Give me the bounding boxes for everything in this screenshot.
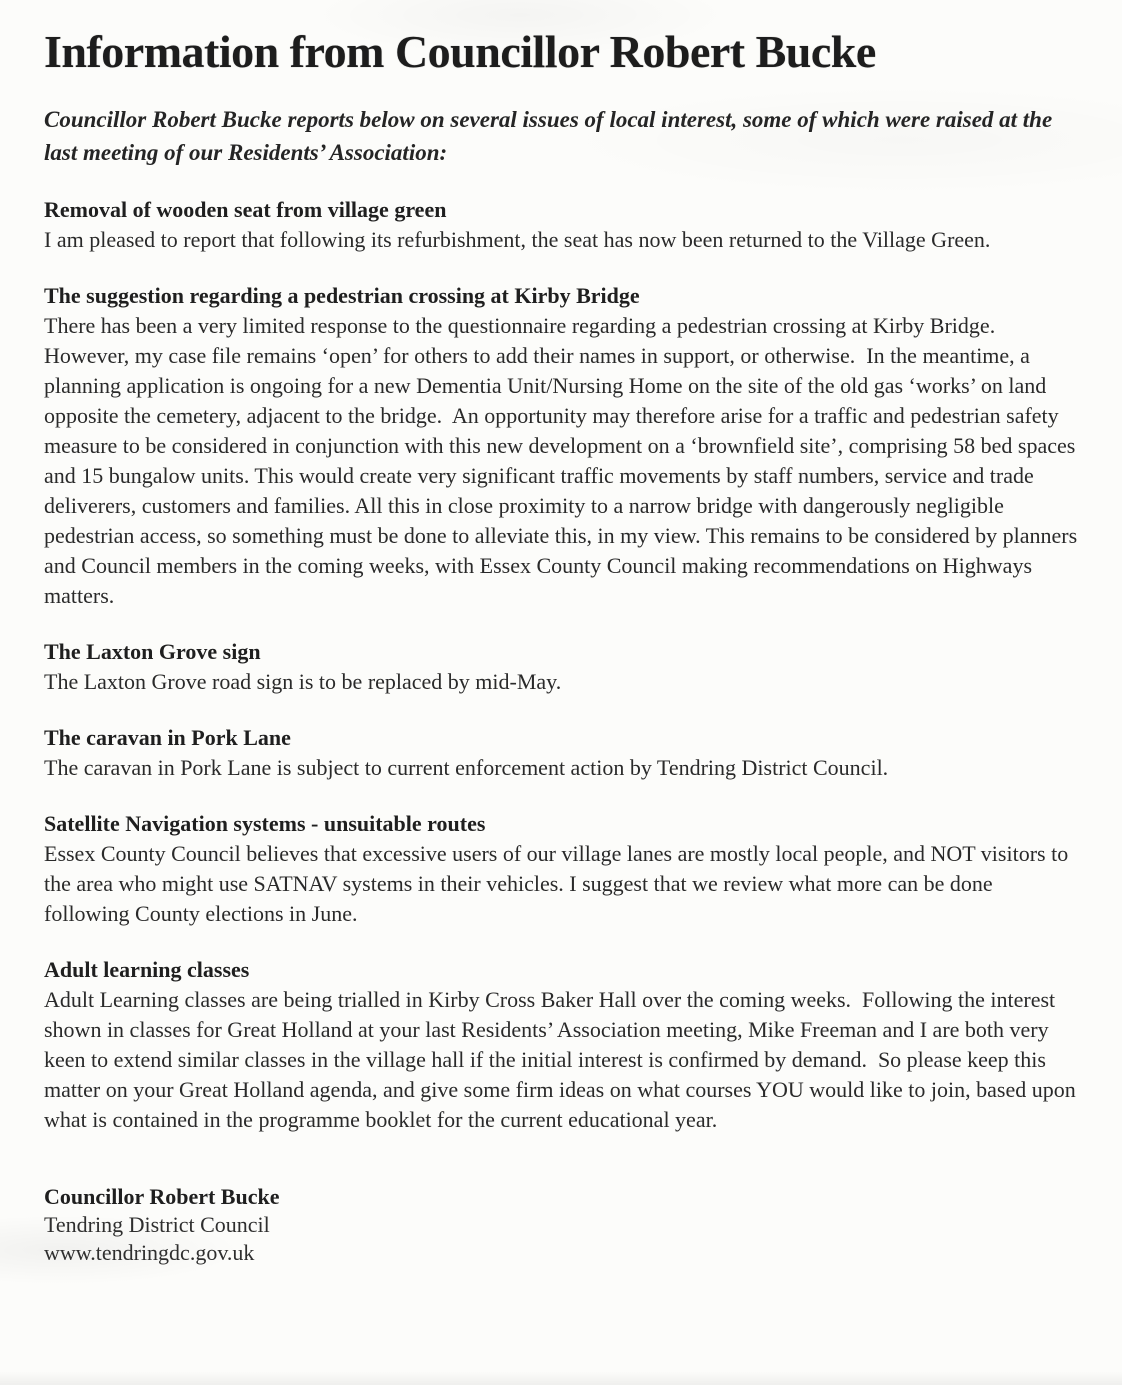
section-caravan-pork-lane — [44, 723, 1082, 783]
signature-website: www.tendringdc.gov.uk — [44, 1239, 255, 1265]
section-satellite-navigation — [44, 809, 1082, 929]
signature-block — [44, 1183, 1082, 1267]
section-laxton-grove-sign — [44, 637, 1082, 697]
page-title: Information from Councillor Robert Bucke — [44, 26, 876, 77]
section-body: Adult Learning classes are being trialled in Kirby Cross Baker Hall over the coming weeks. Following the interest shown in classes for Great Holland at your last Residents’ Association meeting, Mike Freeman and I are both very keen to extend similar classes in the village hall if the initial interest is confirmed by demand. So please keep this matter on your Great Holland agenda, and give some firm ideas on what courses YOU would like to join, based upon what is contained in the programme booklet for the current educational year. — [44, 986, 1082, 1132]
signature-org: Tendring District Council — [44, 1211, 270, 1237]
section-body: The caravan in Pork Lane is subject to current enforcement action by Tendring District Council. — [44, 754, 889, 780]
section-body: I am pleased to report that following its refurbishment, the seat has now been returned to the Village Green. — [44, 226, 991, 252]
section-body: Essex County Council believes that excessive users of our village lanes are mostly local people, and NOT visitors to the area who might use SATNAV systems in their vehicles. I suggest that we review what more can be done following County elections in June. — [44, 840, 1074, 926]
section-heading: Satellite Navigation systems - unsuitable routes — [44, 810, 486, 836]
section-heading: The suggestion regarding a pedestrian crossing at Kirby Bridge — [44, 282, 640, 308]
section-body: The Laxton Grove road sign is to be replaced by mid-May. — [44, 668, 562, 694]
section-heading: Adult learning classes — [44, 956, 250, 982]
section-adult-learning-classes — [44, 955, 1082, 1135]
section-heading: Removal of wooden seat from village green — [44, 196, 447, 222]
section-heading: The caravan in Pork Lane — [44, 724, 291, 750]
intro-paragraph: Councillor Robert Bucke reports below on several issues of local interest, some of which were raised at the last meeting of our Residents’ Association: — [44, 106, 1053, 165]
section-heading: The Laxton Grove sign — [44, 638, 261, 664]
signature-name: Councillor Robert Bucke — [44, 1183, 280, 1209]
section-body: There has been a very limited response to the questionnaire regarding a pedestrian crossing at Kirby Bridge. However, my case file remains ‘open’ for others to add their names in support, or otherwise. In the meantime, a planning application is ongoing for a new Dementia Unit/Nursing Home on the site of the old gas ‘works’ on land opposite the cemetery, adjacent to the bridge. An opportunity may therefore arise for a traffic and pedestrian safety measure to be considered in conjunction with this new development on a ‘brownfield site’, comprising 58 bed spaces and 15 bungalow units. This would create very significant traffic movements by staff numbers, service and trade deliverers, customers and families. All this in close proximity to a narrow bridge with dangerously negligible pedestrian access, so something must be done to alleviate this, in my view. This remains to be considered by planners and Council members in the coming weeks, with Essex County Council making recommendations on Highways matters. — [44, 312, 1083, 608]
section-pedestrian-crossing-kirby-bridge — [44, 281, 1082, 611]
section-removal-of-wooden-seat — [44, 195, 1082, 255]
